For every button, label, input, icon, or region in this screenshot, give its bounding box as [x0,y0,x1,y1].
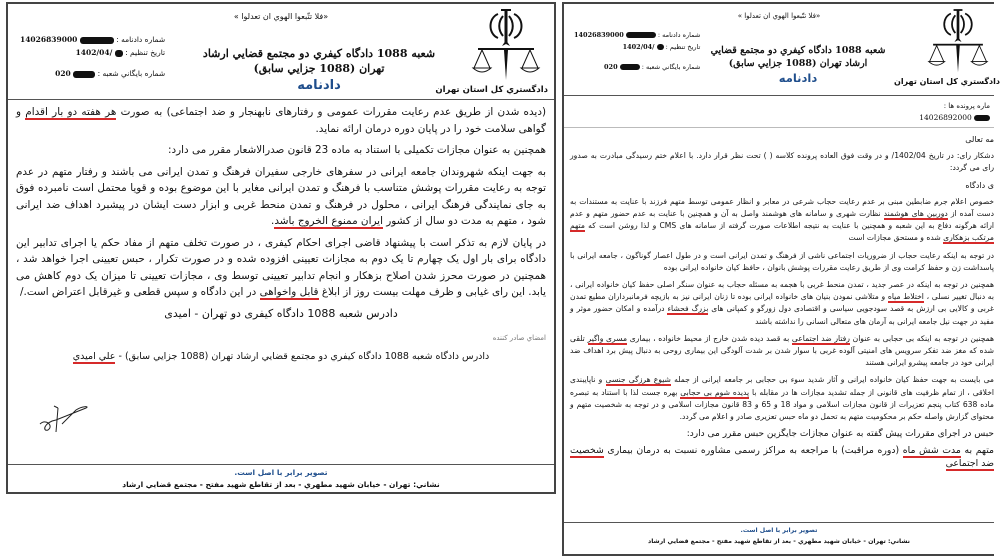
paragraph [16,104,546,137]
verdict-number-value: 14026839000 [20,35,78,44]
document-metadata [20,34,165,80]
underlined-phrase: مدت شش ماه [902,445,961,457]
archive-number-value: 020 [55,69,71,78]
paragraph-text: ی دادگاه [965,180,994,190]
judge-signature-line [16,349,546,366]
underlined-phrase: ایران ممنوع الخروج باشد [274,215,383,227]
paragraph-text: همچنین به عنوان مجازات تکمیلی با استناد به ماده 23 قانون صدرالاشعار مقرر می دارد: [167,144,546,156]
redaction-mark [80,37,114,44]
certified-copy-note: تصوير برابر با اصل است. [740,527,818,534]
paragraph-text: . [271,215,275,227]
paragraph-text: در این دادگاه و سپس قطعی و غیرقابل اعتراض است./ [20,286,260,298]
underlined-phrase: هر هفته دو بار اقدام [25,106,117,118]
paragraph-heading [570,180,994,192]
signatory-label: امضاي صادر كننده [492,334,546,342]
organization-name: دادگستري كل استان تهران [435,85,548,95]
paragraph-text: در پایان لازم به تذکر است با پیشنهاد قاضی اجرای احکام کیفری ، در صورت تخلف متهم از مفاد حکم یا اجرای تدابیر این دادگاه برای بار اول یک چهارم تا یک دوم به مجازات تعیینی افزوده شده و در صورت تکرار ، حبس تعیینی اجرا خواهد شد ، همچنین در صورت محرز شدن اصلاح بزهکار و انجام تدابیر تعیینی توسط وی ، مجازات تعیینی تا میزان یک دوم کاهش می یابد. این رای غیابی و ظرف مهلت بیست روز از ابلاغ [16,236,546,298]
header-verse: «فلا تتّبعوا الهوي ان تعدلوا » [233,12,329,21]
underlined-phrase: دوربین های هوشمند [883,209,948,219]
document-header [8,4,554,100]
paragraph [16,142,546,159]
document-footer [564,522,994,552]
paragraph [570,250,994,274]
verdict-number-row [20,34,165,46]
handwritten-signature [36,402,90,440]
court-address: نشاني: تهران - خيابان شهيد مطهري - بعد از تقاطع شهيد مفتح - مجتمع قضايي ارشاد [122,480,440,489]
issue-date-value: 1402/04/ [75,48,113,57]
verdict-number-value: 14026839000 [574,31,624,39]
court-name [194,46,444,93]
paragraph-text: و متلاشی نمودن بنیان های خانواده ایرانی بوده تا زنان ایرانی نیز به بازیچه فرمانبرداران مطیع تمدن غربی و کالایی بی ارزش به قصد سودجویی سیاسی و اقتصادی دول زورگو و کمپانی های [570,292,995,314]
archive-number-label: شماره بايگاني شعبه : [97,69,166,78]
paragraph-text: متهم به [960,445,994,457]
paragraph-text: خصوص اعلام جرم ضابطین مبنی بر عدم رعایت حجاب شرعی در معابر و انظار عمومی توسط متهم فرزند با عنایت به مستندات به دست آمده از [570,196,994,219]
header-verse: «فلا تتّبعوا الهوي ان تعدلوا » [737,12,821,20]
issue-date-label: تاريخ تنظيم : [665,43,701,51]
paragraph-text: و گواهی سلامت خود را در پایان دوره درمان ارائه نماید. [16,106,546,135]
signature-line-text: دادرس دادگاه شعبه 1088 دادگاه كيفري دو مجتمع قضايي ارشاد تهران (1088 جزايي سابق) - [115,350,490,362]
paragraph-text: تلقی شده که مغز ضد تفکر سرویس های امنیتی آلوده غربی با سوار شدن بر شدت آلودگی این بیماری روحی به دنبال پیش برد اهداف ضد ایرانی خود در جامعه پیشرو ایرانی هستند [570,333,994,368]
court-name [698,44,898,85]
paragraph-text: به قصد دیده شدن خارج از محیط خانواده ، بیماری [627,333,792,343]
redaction-mark [620,64,640,70]
document-header [564,4,1000,96]
verdict-number-label: شماره دادنامه : [657,31,701,39]
paragraph-text: می بایست به جهت حفظ کیان خانواده ایرانی و آثار شدید سوء بی حجابی بر جامعه ایرانی از جمله [670,375,994,385]
underlined-phrase: قابل واخواهی [259,286,319,298]
judge-signature-title: دادرس شعبه 1088 دادگاه کیفری دو تهران - امیدی [164,306,398,320]
paragraph [570,333,994,370]
document-type-title: دادنامه [297,78,341,93]
paragraph [570,374,994,423]
paragraph-text: درآمده و امکان حضور موثر و مفید در جهت نیل جامعه ایرانی به آرمان های متعالی انسانی را نداشته باشند [570,304,994,326]
redaction-mark [657,44,664,50]
underlined-phrase: رفتار ضد اجتماعی [791,333,850,343]
organization-name: دادگستري كل استان تهران [893,77,1000,86]
archive-number-value: 020 [604,63,618,71]
redaction-mark [974,115,990,121]
court-address: نشاني: تهران - خيابان شهيد مطهري - بعد از تقاطع شهيد مفتح - مجتمع قضايي ارشاد [648,538,910,545]
paragraph-text: بهره جست لذا با استناد به تبصره ماده 638 کتاب پنجم تعزیرات از قانون مجازات اسلامی و مواد 18 و 65 و 83 قانون مجازات اسلامی و در توجه به شخصیت متهم و محتوای گزارش واصله حکم بر محکومیت متهم به تحمل دو ماه حبس تعزیری صادر و اعلام می گردد. [570,387,995,422]
redaction-mark [115,50,123,57]
underlined-phrase: اختلاط میاه [887,292,924,302]
paragraph-text: حبس در اجرای مقررات پیش گفته به عنوان مجازات جایگزین حبس مقرر می دارد: [686,429,994,440]
signature-icon [36,402,90,436]
paragraph-text: به جهت اینکه شهروندان جامعه ایرانی در سفرهای خارجی سفیران فرهنگ و تمدن ایرانی می باشند و رفتار متهم در عدم توجه به رعایت مقررات پوشش متناسب با فرهنگ و تمدن ایرانی مغایر با این موضوع بوده و قویا محتمل است نامبرده فوق به جای نمایندگی فرهنگ ایرانی ، محلول در فرهنگ و تمدن منحط غربی و ابزار دست ایشان در پیشبرد اهداف ضد ایرانی شود ، متهم به مدت دو سال از کشور [16,165,546,227]
issue-date-row [574,42,700,53]
underlined-phrase: بزرگ فحشاء [667,304,709,314]
archive-number-label: شماره بايگاني شعبه : [641,63,701,71]
paragraph-heading [570,134,994,146]
paragraph [16,164,546,230]
paragraph [570,196,994,245]
issue-date-row [20,47,165,59]
archive-number-row [574,62,700,73]
paragraph-text: در توجه به اینکه رعایت حجاب از ضروریات اجتماعی ناشی از فرهنگ و تمدن ایرانی است و در طول اعصار گوناگون ، جامعه ایرانی با پاسداشت زن و حفظ کرامت وی از طریق رعایت مقررات پوشش بانوان ، حافظ کیان خانواده ایرانی بوده [570,250,994,272]
archive-number-row [20,68,165,80]
paragraph [570,445,994,469]
document-metadata [574,30,700,73]
document-footer [8,464,554,492]
verdict-body [570,134,994,475]
paragraph-text: و ناپایبندی اخلاقی ، از تمام ظرفیت های قانونی از جمله تشدید مجازات ها در مقابله با [570,375,994,397]
paragraph [570,150,994,174]
underlined-phrase: شیوع هرزگی جنسی [605,375,671,385]
paragraph [570,279,994,328]
paragraph-text: همچنین در توجه به اینکه در عصر جدید ، تمدن منحط غربی با هجمه به مسئله حجاب به عنوان سنگر اصلی حفظ کیان خانواده ایرانی ، به دنبال تغییر نسلی ، [570,280,994,302]
judiciary-emblem [435,8,548,95]
underlined-phrase: پدیده شوم بی حجابی [680,387,750,397]
redaction-mark [73,71,95,78]
paragraph-text: مه تعالی [965,135,994,144]
issue-date-value: 1402/04/ [622,43,655,51]
paragraph-text: شده و مستحق مجازات است [848,233,944,243]
case-files-label: ماره پرونده ها : [943,102,990,110]
case-file-info [919,101,990,124]
case-file-number: 14026892000 [919,113,972,122]
verdict-number-label: شماره دادنامه : [116,35,166,44]
issue-date-label: تاريخ تنظيم : [125,48,166,57]
paragraph-text: (دوره مراقبت) با مراجعه به مراکز رسمی مشاوره نسبت به درمان بیماری [603,445,903,457]
paragraph [16,235,546,301]
paragraph-text: همچنین در توجه به اینکه بی حجابی به عنوان [849,333,995,343]
paragraph-text: دشکار رای: در تاریخ 1402/04/ و در وقت فوق العاده پرونده کلاسه ( ) تحت نظر قرار دارد. با اعلام ختم رسیدگی مبادرت به صدور رای می گردد: [570,151,994,173]
court-name-text: شعبه 1088 دادگاه كيفري دو مجتمع قضايي ارشاد تهران (1088 جزايي سابق) [710,45,886,69]
court-verdict-page-left [6,2,556,494]
document-type-title: دادنامه [778,71,818,85]
underlined-phrase: متهم مرتکب بزهکاری [570,221,994,243]
judge-name: علي اميدي [72,350,116,362]
section-divider [564,127,994,128]
court-verdict-page-right [562,2,1000,556]
verdict-body [8,100,554,365]
verdict-number-row [574,30,700,41]
paragraph [570,428,994,440]
certified-copy-note: تصوير برابر با اصل است. [234,468,328,477]
redaction-mark [626,32,656,38]
paragraph-text: (دیده شدن از طریق عدم رعایت مقررات عمومی و رفتارهای نابهنجار و ضد اجتماعی) به صورت [116,106,547,118]
paragraph-text: نظارت شهری و سامانه های هوشمند واصل به آن و همچنین با عنایت به عدم حضور متهم و عدم ارائه هرگونه دفاع به این شعبه و همچنین با عنایت به نتیجه اطلاعات صورت گرفته از سامانه های CMS و لذا روشن است که [570,209,994,231]
underlined-phrase: شخصیت ضد اجتماعی [570,445,994,469]
court-name-text: شعبه 1088 دادگاه كيفري دو مجتمع قضايي ارشاد تهران (1088 جزايي سابق) [202,47,436,75]
underlined-phrase: مسری واگیر [587,333,628,343]
